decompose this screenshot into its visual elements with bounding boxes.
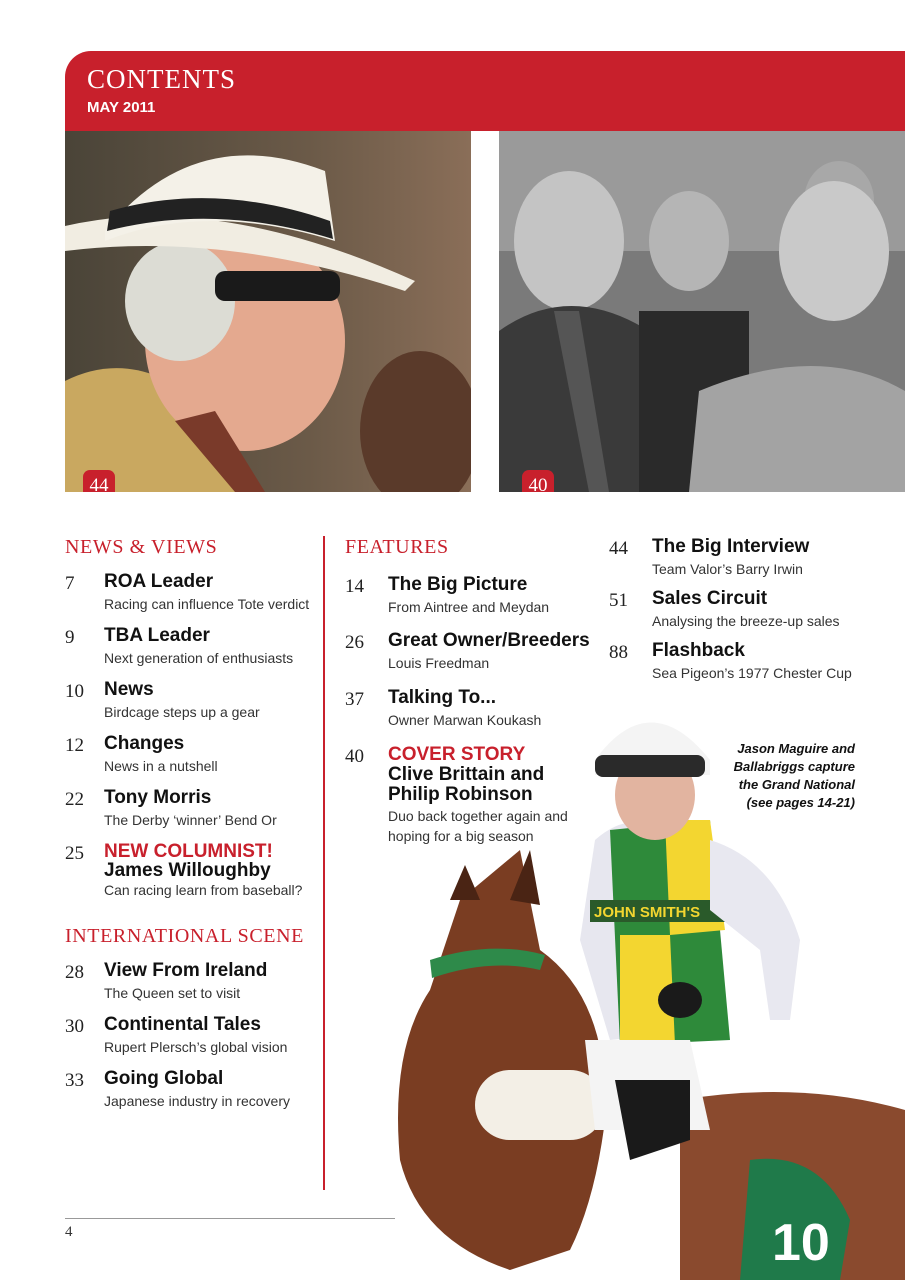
toc-page-number: 30: [65, 1016, 84, 1037]
toc-subtitle: Racing can influence Tote verdict: [104, 596, 310, 612]
toc-subtitle: Owner Marwan Koukash: [388, 712, 542, 728]
toc-title: Talking To...: [388, 687, 497, 708]
section-heading-features: FEATURES: [345, 536, 449, 558]
caption-line: (see pages 14-21): [746, 795, 855, 810]
toc-kicker: NEW COLUMNIST!: [104, 841, 273, 862]
toc-page-number: 10: [65, 681, 84, 702]
toc-title: Sales Circuit: [652, 588, 768, 609]
toc-title: Tony Morris: [104, 787, 212, 808]
toc-subtitle: The Derby ‘winner’ Bend Or: [104, 812, 277, 828]
page-title: CONTENTS: [87, 64, 236, 94]
toc-kicker: COVER STORY: [388, 744, 526, 765]
toc-page-number: 44: [609, 538, 628, 559]
photo-man-in-hat: [65, 131, 471, 492]
toc-page-number: 22: [65, 789, 84, 810]
toc-subtitle: Can racing learn from baseball?: [104, 882, 303, 898]
toc-title-line-2: Philip Robinson: [388, 784, 533, 805]
page-tag-40: 40: [522, 470, 554, 492]
folio-page-number: 4: [65, 1224, 73, 1240]
toc-page-number: 40: [345, 746, 364, 767]
saddle-cloth-number: 10: [772, 1214, 830, 1272]
photo-brittain-robinson: [499, 131, 905, 492]
toc-subtitle: Team Valor’s Barry Irwin: [652, 561, 803, 577]
toc-subtitle: Rupert Plersch’s global vision: [104, 1039, 288, 1055]
toc-page-number: 37: [345, 689, 364, 710]
section-heading-international-scene: INTERNATIONAL SCENE: [65, 925, 304, 947]
toc-title: News: [104, 679, 154, 700]
cover-photo-caption: [705, 740, 855, 812]
toc-title: James Willoughby: [104, 860, 271, 881]
page-tag-44: 44: [83, 470, 115, 492]
toc-subtitle-line-1: Duo back together again and: [388, 808, 568, 824]
toc-title: View From Ireland: [104, 960, 268, 981]
toc-page-number: 7: [65, 573, 75, 594]
column-divider: [323, 536, 325, 1190]
toc-subtitle: News in a nutshell: [104, 758, 218, 774]
section-heading-news-views: NEWS & VIEWS: [65, 536, 218, 558]
toc-title: TBA Leader: [104, 625, 210, 646]
toc-title: Continental Tales: [104, 1014, 261, 1035]
toc-subtitle: Next generation of enthusiasts: [104, 650, 294, 666]
toc-title: The Big Picture: [388, 574, 528, 595]
caption-line: Ballabriggs capture: [733, 759, 855, 774]
toc-page-number: 33: [65, 1070, 84, 1091]
caption-line: Jason Maguire and: [737, 741, 855, 756]
toc-page-number: 28: [65, 962, 84, 983]
toc-title-line-1: Clive Brittain and: [388, 764, 545, 785]
toc-subtitle: The Queen set to visit: [104, 985, 241, 1001]
toc-page-number: 26: [345, 632, 364, 653]
toc-title: The Big Interview: [652, 536, 810, 557]
toc-title: Going Global: [104, 1068, 224, 1089]
toc-subtitle: Sea Pigeon’s 1977 Chester Cup: [652, 665, 852, 681]
toc-subtitle-line-2: hoping for a big season: [388, 828, 534, 844]
toc-subtitle: Analysing the breeze-up sales: [652, 613, 840, 629]
toc-subtitle: Birdcage steps up a gear: [104, 704, 260, 720]
silks-sponsor-text: JOHN SMITH'S: [594, 904, 701, 921]
toc-title: Great Owner/Breeders: [388, 630, 590, 651]
issue-date: MAY 2011: [87, 99, 156, 116]
toc-page-number: 88: [609, 642, 628, 663]
toc-page-number: 12: [65, 735, 84, 756]
toc-title: ROA Leader: [104, 571, 214, 592]
toc-subtitle: Japanese industry in recovery: [104, 1093, 290, 1109]
contents-header: [65, 51, 905, 131]
toc-page-number: 25: [65, 843, 84, 864]
toc-subtitle: Louis Freedman: [388, 655, 490, 671]
toc-title: Flashback: [652, 640, 745, 661]
toc-page-number: 51: [609, 590, 628, 611]
toc-page-number: 9: [65, 627, 75, 648]
caption-line: the Grand National: [738, 777, 855, 792]
toc-title: Changes: [104, 733, 185, 754]
toc-subtitle: From Aintree and Meydan: [388, 599, 550, 615]
toc-page-number: 14: [345, 576, 364, 597]
footer-rule: [65, 1218, 395, 1219]
